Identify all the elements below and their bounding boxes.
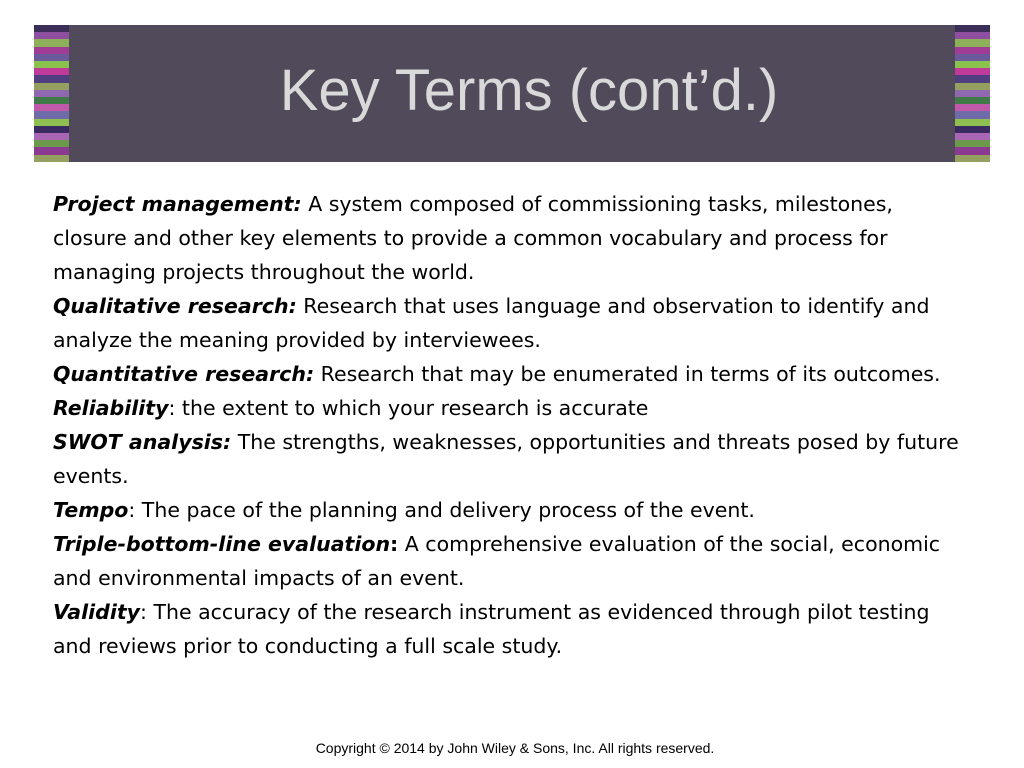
copyright-footer: Copyright © 2014 by John Wiley & Sons, Inc. All rights reserved. [315, 740, 715, 756]
decorative-stripe [955, 75, 990, 82]
decorative-stripe [955, 111, 990, 118]
decorative-stripe [34, 25, 69, 32]
decorative-stripe [34, 104, 69, 111]
decorative-stripe [34, 147, 69, 154]
decorative-stripe [955, 90, 990, 97]
decorative-stripe [955, 83, 990, 90]
term-triple-bottom-line [53, 527, 968, 595]
decorative-stripe [34, 126, 69, 133]
decorative-stripe [34, 68, 69, 75]
term-swot-analysis [53, 425, 968, 493]
decorative-stripe [34, 155, 69, 162]
term-name: Reliability [53, 396, 169, 420]
decorative-stripe [955, 97, 990, 104]
decorative-stripe [955, 133, 990, 140]
term-quantitative-research [53, 357, 968, 391]
decorative-stripe [955, 126, 990, 133]
term-name: Tempo [53, 498, 129, 522]
decorative-stripe [34, 54, 69, 61]
decorative-stripe [34, 133, 69, 140]
decorative-stripe [34, 47, 69, 54]
decorative-stripe [955, 147, 990, 154]
term-definition: : The accuracy of the research instrument as evidenced through pilot testing and reviews prior to conducting a full scale study. [53, 600, 930, 658]
decorative-stripe [34, 39, 69, 46]
decorative-stripe [34, 61, 69, 68]
decorative-stripe [955, 119, 990, 126]
term-definition: : the extent to which your research is accurate [168, 396, 649, 420]
key-terms-list [53, 187, 968, 663]
decorative-stripe [34, 83, 69, 90]
decorative-stripe [955, 104, 990, 111]
term-definition: : The pace of the planning and delivery process of the event. [128, 498, 755, 522]
title-banner [34, 25, 990, 162]
term-definition: The strengths, weaknesses, opportunities and threats posed by future events. [53, 430, 959, 488]
term-tempo [53, 493, 968, 527]
term-name: Project management: [53, 192, 302, 216]
decorative-stripe [955, 68, 990, 75]
decorative-stripe [955, 61, 990, 68]
decorative-stripe [955, 54, 990, 61]
decorative-stripe [955, 47, 990, 54]
decorative-stripe [34, 90, 69, 97]
term-project-management [53, 187, 968, 289]
term-reliability [53, 391, 968, 425]
decorative-stripes-left [34, 25, 69, 162]
term-name: SWOT analysis: [53, 430, 232, 454]
term-qualitative-research [53, 289, 968, 357]
term-definition: A comprehensive evaluation of the social, economic and environmental impacts of an event. [53, 532, 941, 590]
term-definition: A system composed of commissioning tasks, milestones, closure and other key elements to provide a common vocabulary and process for managing projects throughout the world. [53, 192, 893, 284]
term-definition: Research that may be enumerated in terms of its outcomes. [314, 362, 941, 386]
term-validity [53, 595, 968, 663]
decorative-stripe [34, 111, 69, 118]
term-name: Validity [53, 600, 141, 624]
term-name: Quantitative research: [53, 362, 315, 386]
decorative-stripe [955, 39, 990, 46]
decorative-stripe [34, 32, 69, 39]
decorative-stripes-right [955, 25, 990, 162]
decorative-stripe [34, 140, 69, 147]
decorative-stripe [955, 140, 990, 147]
term-colon: : [390, 532, 399, 556]
decorative-stripe [34, 75, 69, 82]
decorative-stripe [34, 97, 69, 104]
decorative-stripe [955, 25, 990, 32]
decorative-stripe [34, 119, 69, 126]
decorative-stripe [955, 32, 990, 39]
decorative-stripe [955, 155, 990, 162]
slide-title: Key Terms (cont’d.) [279, 57, 779, 123]
term-name: Triple-bottom-line evaluation [53, 532, 391, 556]
term-definition: Research that uses language and observation to identify and analyze the meaning provided by interviewees. [53, 294, 930, 352]
term-name: Qualitative research: [53, 294, 297, 318]
